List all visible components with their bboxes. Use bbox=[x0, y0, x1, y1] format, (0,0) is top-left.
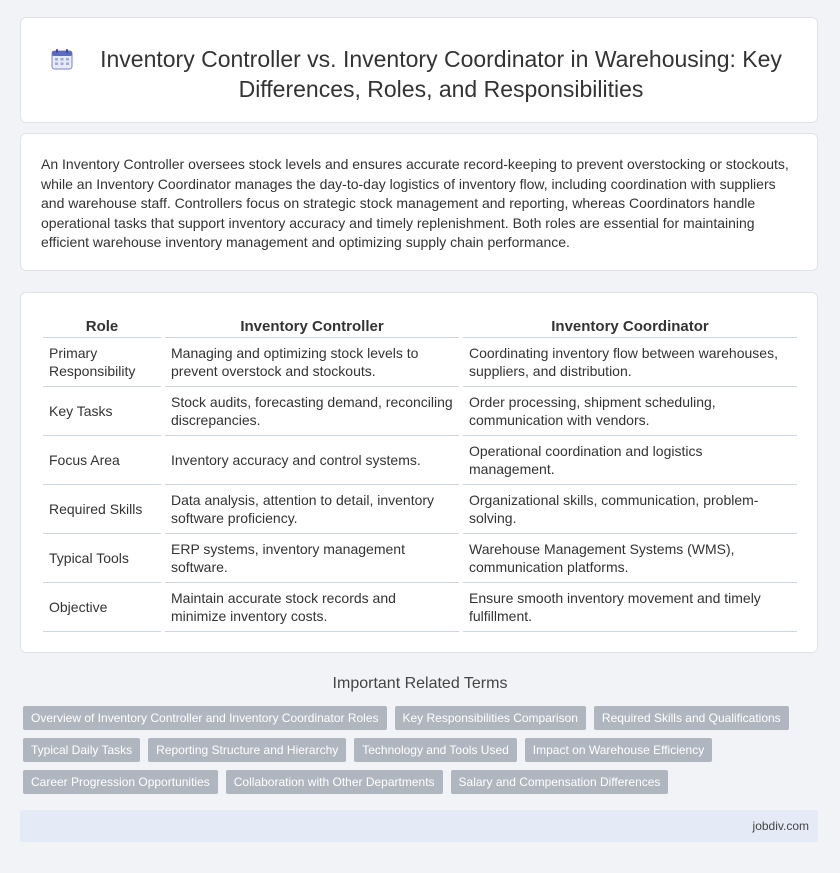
intro-card bbox=[20, 133, 818, 271]
table-row bbox=[43, 387, 797, 436]
row-label: Required Skills bbox=[43, 485, 163, 534]
related-term-tag[interactable]: Impact on Warehouse Efficiency bbox=[525, 738, 712, 762]
table-row bbox=[43, 436, 797, 485]
row-label: Primary Responsibility bbox=[43, 338, 163, 387]
row-label: Focus Area bbox=[43, 436, 163, 485]
row-label: Typical Tools bbox=[43, 534, 163, 583]
page-title: Inventory Controller vs. Inventory Coordinator in Warehousing: Key Differences, Roles, and Responsibilities bbox=[100, 46, 782, 102]
coordinator-cell: Order processing, shipment scheduling, communication with vendors. bbox=[461, 387, 797, 436]
comparison-card bbox=[20, 292, 818, 653]
row-label: Key Tasks bbox=[43, 387, 163, 436]
table-row bbox=[43, 583, 797, 632]
coordinator-cell: Coordinating inventory flow between warehouses, suppliers, and distribution. bbox=[461, 338, 797, 387]
related-term-tag[interactable]: Key Responsibilities Comparison bbox=[395, 706, 586, 730]
related-terms-list bbox=[23, 706, 813, 794]
coordinator-cell: Warehouse Management Systems (WMS), communication platforms. bbox=[461, 534, 797, 583]
controller-cell: ERP systems, inventory management software. bbox=[163, 534, 461, 583]
table-header-row bbox=[43, 315, 797, 338]
footer-site-link[interactable]: jobdiv.com bbox=[752, 819, 809, 833]
footer bbox=[20, 810, 818, 842]
comparison-table bbox=[43, 315, 797, 632]
intro-text: An Inventory Controller oversees stock levels and ensures accurate record-keeping to prevent overstocking or stockouts, while an Inventory Coordinator manages the day-to-day logistics of inventory flow, including coordination with suppliers and warehouse staff. Controllers focus on strategic stock management and reporting, whereas Coordinators handle operational tasks that support inventory accuracy and timely replenishment. Both roles are essential for maintaining efficient warehouse inventory management and optimizing supply chain performance. bbox=[41, 156, 789, 250]
related-term-tag[interactable]: Collaboration with Other Departments bbox=[226, 770, 443, 794]
related-term-tag[interactable]: Salary and Compensation Differences bbox=[451, 770, 669, 794]
calendar-icon bbox=[51, 48, 73, 70]
row-label: Objective bbox=[43, 583, 163, 632]
controller-cell: Inventory accuracy and control systems. bbox=[163, 436, 461, 485]
table-row bbox=[43, 534, 797, 583]
related-term-tag[interactable]: Technology and Tools Used bbox=[354, 738, 517, 762]
coordinator-cell: Operational coordination and logistics management. bbox=[461, 436, 797, 485]
header-inventory-controller: Inventory Controller bbox=[163, 315, 461, 338]
related-term-tag[interactable]: Reporting Structure and Hierarchy bbox=[148, 738, 346, 762]
table-row bbox=[43, 485, 797, 534]
controller-cell: Data analysis, attention to detail, inventory software proficiency. bbox=[163, 485, 461, 534]
table-row bbox=[43, 338, 797, 387]
related-term-tag[interactable]: Typical Daily Tasks bbox=[23, 738, 140, 762]
header-inventory-coordinator: Inventory Coordinator bbox=[461, 315, 797, 338]
related-terms-title: Important Related Terms bbox=[332, 675, 508, 692]
coordinator-cell: Ensure smooth inventory movement and timely fulfillment. bbox=[461, 583, 797, 632]
related-term-tag[interactable]: Overview of Inventory Controller and Inventory Coordinator Roles bbox=[23, 706, 387, 730]
coordinator-cell: Organizational skills, communication, problem-solving. bbox=[461, 485, 797, 534]
header-role: Role bbox=[43, 315, 163, 338]
controller-cell: Managing and optimizing stock levels to prevent overstock and stockouts. bbox=[163, 338, 461, 387]
controller-cell: Stock audits, forecasting demand, reconciling discrepancies. bbox=[163, 387, 461, 436]
controller-cell: Maintain accurate stock records and minimize inventory costs. bbox=[163, 583, 461, 632]
title-card bbox=[20, 17, 818, 123]
related-term-tag[interactable]: Required Skills and Qualifications bbox=[594, 706, 789, 730]
related-term-tag[interactable]: Career Progression Opportunities bbox=[23, 770, 218, 794]
